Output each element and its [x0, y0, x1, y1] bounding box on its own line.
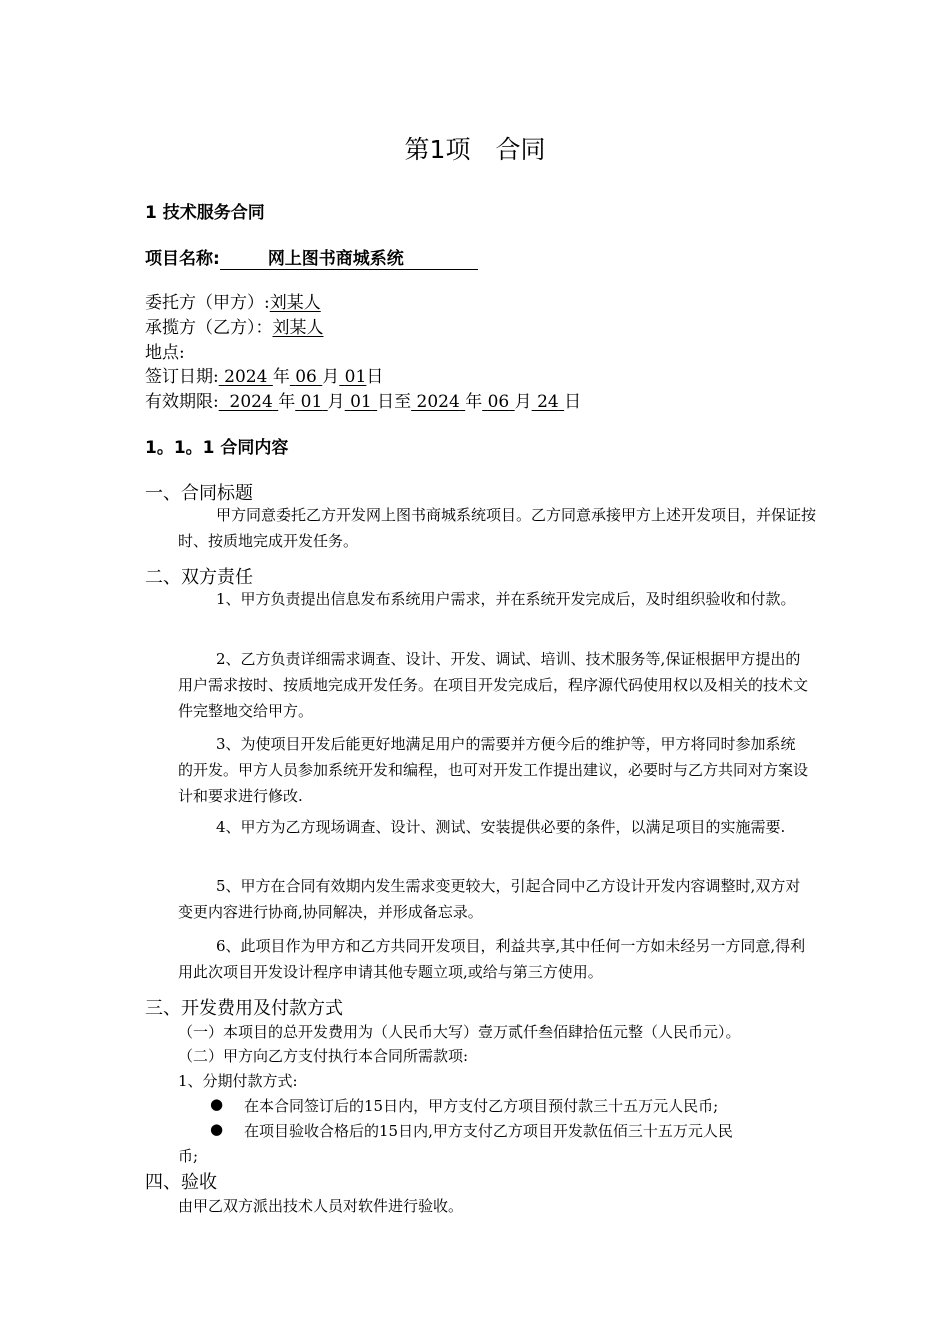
end-month: 06 — [487, 392, 510, 412]
payment-bullet-1: 在本合同签订后的15日内，甲方支付乙方项目预付款三十五万元人民币; — [244, 1097, 719, 1115]
responsibility-item-1: 1、甲方负责提出信息发布系统用户需求，并在系统开发完成后，及时组织验收和付款。 — [216, 590, 796, 608]
bullet-icon: ● — [210, 1120, 224, 1138]
day-char: 日 — [564, 392, 582, 412]
contractor-label: 承揽方（乙方）： — [145, 318, 273, 338]
start-day: 01 — [350, 392, 372, 412]
responsibility-item-3: 3、为使项目开发后能更好地满足用户的需要并方便今后的维护等，甲方将同时参加系统的开发。甲方人员参加系统开发和编程，也可对开发工作提出建议，必要时与乙方共同对方案设计和要求进行修改. — [178, 735, 809, 805]
content-heading: 1。1。1 合同内容 — [145, 438, 289, 458]
year-char: 年 — [272, 367, 290, 387]
fee-line-1: （一）本项目的总开发费用为（人民币大写）壹万贰仟叁佰肆拾伍元整（人民币元）。 — [178, 1023, 741, 1041]
validity-label: 有效期限: — [145, 392, 219, 412]
section-heading: 1 技术服务合同 — [145, 203, 265, 223]
fee-line-3: 1、分期付款方式: — [178, 1072, 298, 1090]
payment-bullet-2: 在项目验收合格后的15日内,甲方支付乙方项目开发款伍佰三十五万元人民 — [244, 1122, 733, 1140]
day-char: 日 — [366, 367, 384, 387]
contractor-name: 刘某人 — [272, 318, 324, 338]
responsibility-item-6: 6、此项目作为甲方和乙方共同开发项目，利益共享,其中任何一方如未经另一方同意,得利用此次项目开发设计程序申请其他专题立项,或给与第三方使用。 — [178, 937, 806, 981]
section-1-text: 甲方同意委托乙方开发网上图书商城系统项目。乙方同意承接甲方上述开发项目，并保证按时、按质地完成开发任务。 — [178, 506, 817, 550]
project-name-row — [145, 244, 478, 270]
start-year: 2024 — [229, 392, 273, 412]
start-month: 01 — [300, 392, 323, 412]
contractor-row — [145, 313, 324, 338]
month-char: 月 — [514, 392, 532, 412]
year-char: 年 — [278, 392, 296, 412]
sign-date-label: 签订日期: — [145, 367, 219, 387]
sign-day: 01 — [344, 367, 367, 387]
end-day: 24 — [537, 392, 559, 412]
section-1-title: 一、合同标题 — [145, 483, 253, 504]
location-row: 地点: — [145, 343, 185, 363]
client-name: 刘某人 — [269, 293, 321, 313]
client-label: 委托方（甲方）: — [145, 293, 270, 313]
page-title: 第1项 合同 — [404, 135, 546, 164]
payment-bullet-2-cont: 币; — [178, 1147, 199, 1165]
bullet-icon: ● — [210, 1095, 224, 1113]
fee-line-2: （二）甲方向乙方支付执行本合同所需款项: — [178, 1047, 469, 1065]
year-char: 年 — [465, 392, 483, 412]
validity-row — [145, 387, 581, 412]
section-3-title: 三、开发费用及付款方式 — [145, 998, 343, 1019]
month-char: 月 — [327, 392, 345, 412]
responsibility-item-5: 5、甲方在合同有效期内发生需求变更较大，引起合同中乙方设计开发内容调整时,双方对变更内容进行协商,协同解决，并形成备忘录。 — [178, 877, 801, 921]
project-name-label: 项目名称: — [145, 249, 220, 269]
sign-year: 2024 — [224, 367, 268, 387]
project-name-value: 网上图书商城系统 — [220, 249, 478, 270]
end-year: 2024 — [416, 392, 460, 412]
responsibility-item-2: 2、乙方负责详细需求调查、设计、开发、调试、培训、技术服务等,保证根据甲方提出的用户需求按时、按质地完成开发任务。在项目开发完成后，程序源代码使用权以及相关的技术文件完整地交给甲方。 — [178, 650, 809, 720]
sign-month: 06 — [295, 367, 317, 387]
sign-date-row — [145, 362, 383, 387]
section-4-text: 由甲乙双方派出技术人员对软件进行验收。 — [178, 1197, 464, 1215]
section-2-title: 二、双方责任 — [145, 567, 253, 588]
client-row — [145, 288, 321, 313]
month-char: 月 — [322, 367, 340, 387]
day-to-char: 日至 — [377, 392, 412, 412]
responsibility-item-4: 4、甲方为乙方现场调查、设计、测试、安装提供必要的条件，以满足项目的实施需要. — [216, 818, 786, 836]
section-4-title: 四、验收 — [145, 1172, 217, 1193]
